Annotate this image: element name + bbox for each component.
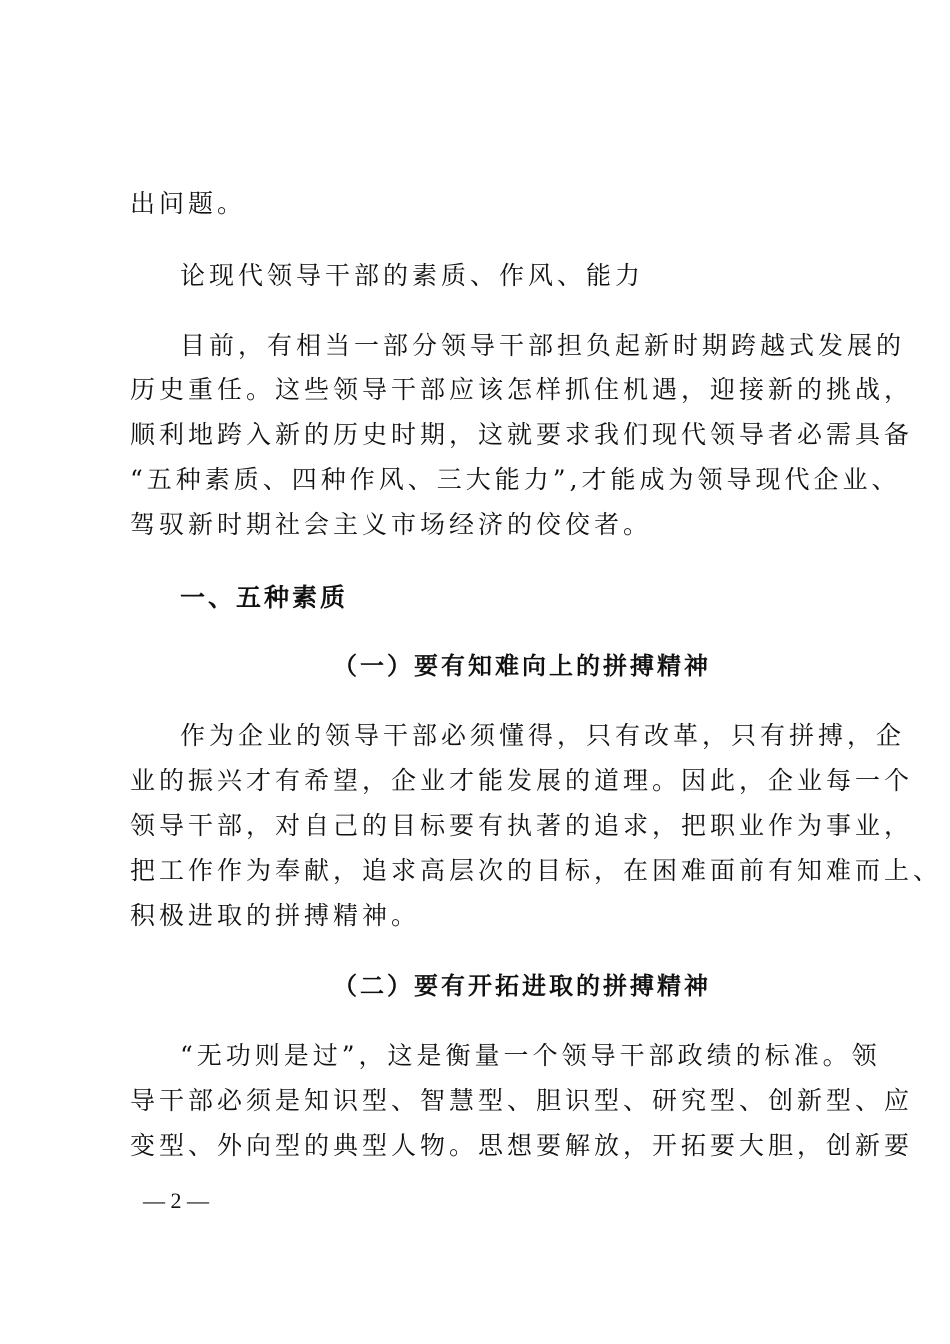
subsection-2-heading: （二）要有开拓进取的拼搏精神 [333, 971, 711, 1000]
subsection-1-heading: （一）要有知难向上的拼搏精神 [333, 651, 711, 680]
paragraph-line: 目前，有相当一部分领导干部担负起新时期跨越式发展的 [180, 331, 906, 360]
paragraph-line: 作为企业的领导干部必须懂得，只有改革，只有拼搏，企 [180, 721, 906, 750]
paragraph-line: “无功则是过”，这是衡量一个领导干部政绩的标准。领 [180, 1041, 881, 1070]
paragraph-line: 顺利地跨入新的历史时期，这就要求我们现代领导者必需具备 [130, 420, 914, 449]
paragraph-line: 历史重任。这些领导干部应该怎样抓住机遇，迎接新的挑战， [130, 375, 914, 404]
paragraph-line: 把工作作为奉献，追求高层次的目标，在困难面前有知难而上、 [130, 856, 943, 885]
paragraph-line: 积极进取的拼搏精神。 [130, 901, 421, 930]
paragraph-line: 变型、外向型的典型人物。思想要解放，开拓要大胆，创新要 [130, 1131, 914, 1160]
paragraph-line: 驾驭新时期社会主义市场经济的佼佼者。 [130, 510, 653, 539]
paragraph-line: 导干部必须是知识型、智慧型、胆识型、研究型、创新型、应 [130, 1086, 914, 1115]
section-heading: 一、五种素质 [180, 583, 349, 612]
continuation-text: 出问题。 [130, 189, 247, 218]
paragraph-line: 领导干部，对自己的目标要有执著的追求，把职业作为事业， [130, 811, 914, 840]
paragraph-line: 业的振兴才有希望，企业才能发展的道理。因此，企业每一个 [130, 766, 914, 795]
paragraph-line: “五种素质、四种作风、三大能力”,才能成为领导现代企业、 [130, 465, 901, 494]
article-title: 论现代领导干部的素质、作风、能力 [180, 261, 645, 290]
page-number: — 2 — [143, 1188, 209, 1213]
